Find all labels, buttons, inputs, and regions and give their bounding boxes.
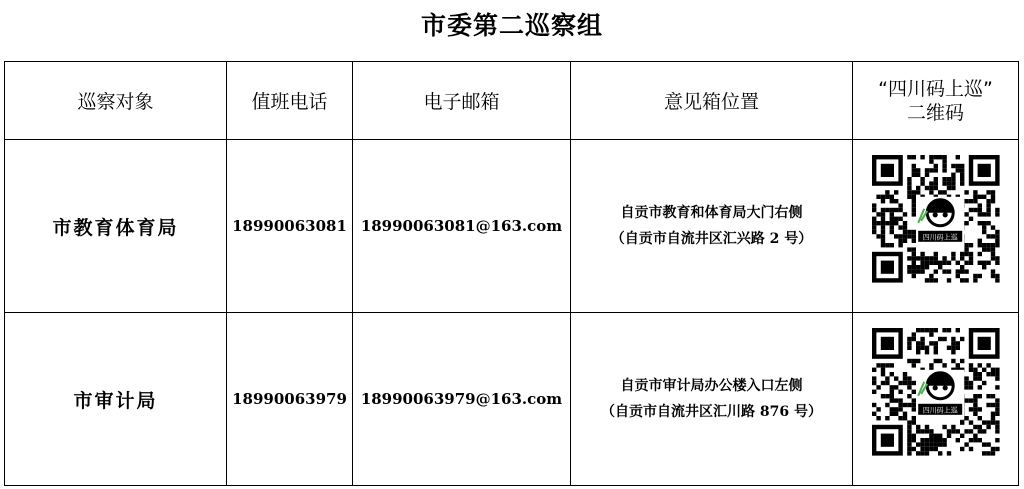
header-qr — [853, 62, 1019, 140]
header-qr-line1: “四川码上巡” — [878, 77, 993, 100]
email-cell: 18990063081@163.com — [353, 140, 571, 313]
location-line1: 自贡市审计局办公楼入口左侧 — [620, 378, 803, 394]
qr-logo-caption: 四川码上巡 — [922, 406, 958, 415]
phone-cell: 18990063979 — [227, 313, 353, 486]
header-phone: 值班电话 — [227, 62, 353, 140]
header-email: 电子邮箱 — [353, 62, 571, 140]
header-box-location: 意见箱位置 — [571, 62, 853, 140]
table-row — [5, 140, 1019, 313]
location-line2: （自贡市自流井区汇兴路 2 号） — [610, 231, 813, 247]
qr-logo-caption: 四川码上巡 — [922, 233, 958, 242]
phone-cell: 18990063081 — [227, 140, 353, 313]
target-cell: 市教育体育局 — [5, 140, 227, 313]
header-qr-line2: 二维码 — [906, 101, 964, 124]
location-line2: （自贡市自流井区汇川路 876 号） — [601, 404, 822, 420]
page-title: 市委第二巡察组 — [420, 11, 603, 40]
header-target: 巡察对象 — [5, 62, 227, 140]
email-cell: 18990063979@163.com — [353, 313, 571, 486]
qr-code-icon[interactable] — [871, 320, 1001, 478]
location-line1: 自贡市教育和体育局大门右侧 — [620, 205, 803, 221]
qr-cell — [853, 140, 1019, 313]
location-cell — [571, 313, 853, 486]
header-row — [5, 62, 1019, 140]
table-row — [5, 313, 1019, 486]
qr-code-icon[interactable] — [871, 147, 1001, 305]
inspection-table — [4, 61, 1019, 486]
location-cell — [571, 140, 853, 313]
qr-cell — [853, 313, 1019, 486]
target-cell: 市审计局 — [5, 313, 227, 486]
